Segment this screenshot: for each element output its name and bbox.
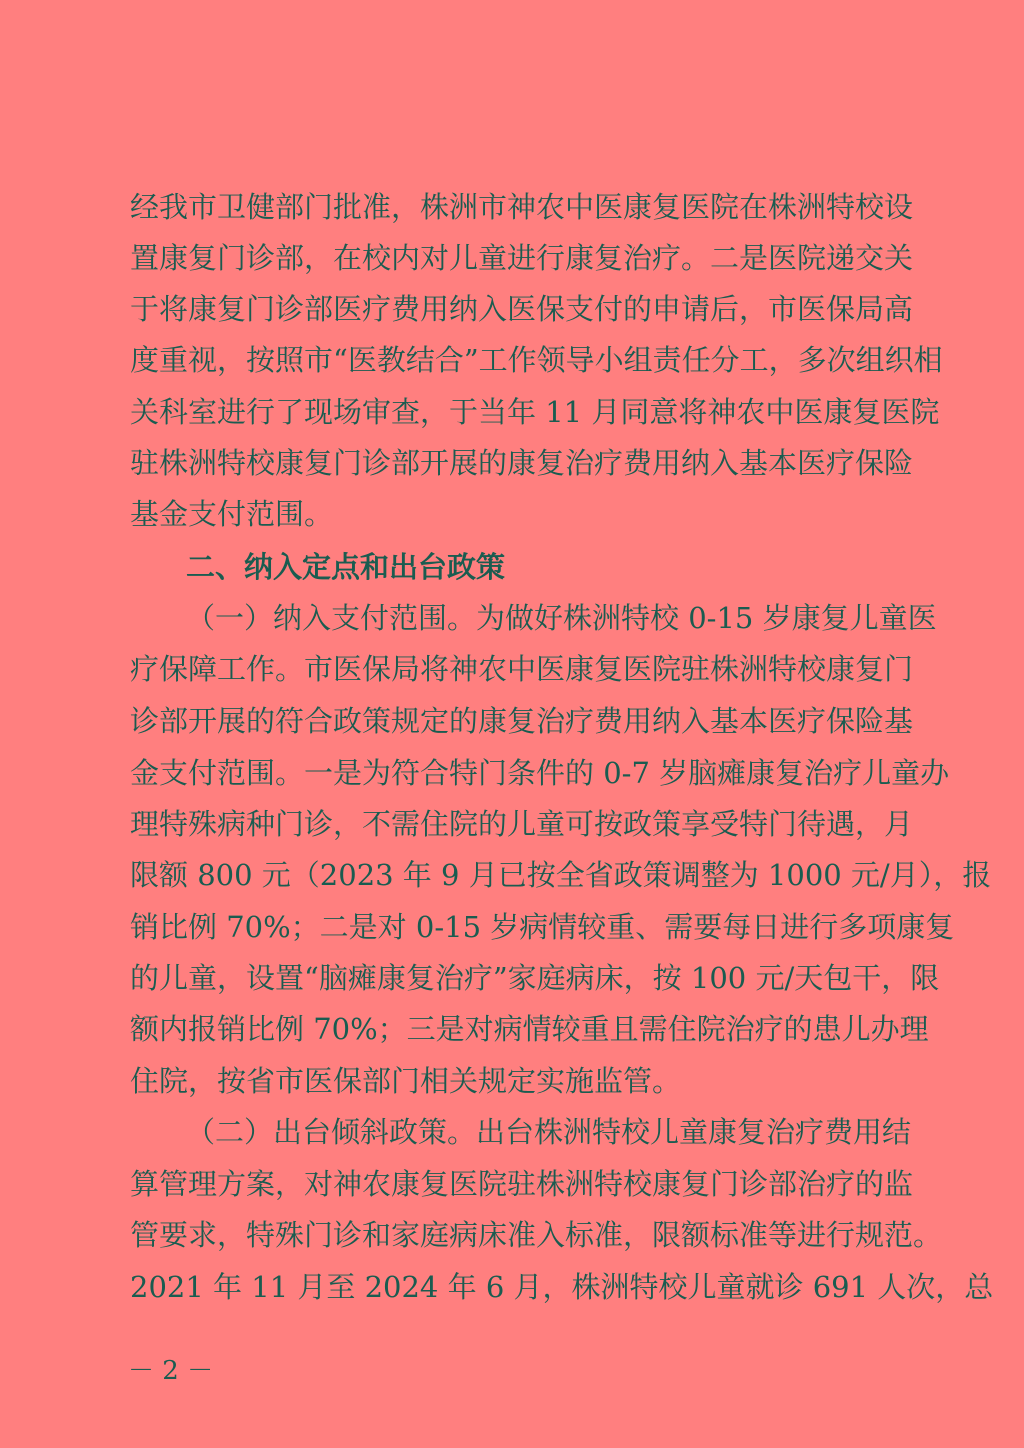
text-line: 的儿童，设置“脑瘫康复治疗”家庭病床，按 100 元/天包干，限 <box>130 961 940 995</box>
text-line: 度重视，按照市“医教结合”工作领导小组责任分工，多次组织相 <box>130 343 943 377</box>
text-line: 销比例 70%；二是对 0-15 岁病情较重、需要每日进行多项康复 <box>130 910 955 944</box>
text-line: 算管理方案，对神农康复医院驻株洲特校康复门诊部治疗的监 <box>130 1167 914 1201</box>
text-line: 限额 800 元（2023 年 9 月已按全省政策调整为 1000 元/月），报 <box>130 858 992 892</box>
paragraph-first-line: （二）出台倾斜政策。出台株洲特校儿童康复治疗费用结 <box>186 1115 912 1149</box>
text-line: 管要求，特殊门诊和家庭病床准入标准，限额标准等进行规范。 <box>130 1218 943 1252</box>
text-line: 住院，按省市医保部门相关规定实施监管。 <box>130 1064 682 1098</box>
text-line: 经我市卫健部门批准，株洲市神农中医康复医院在株洲特校设 <box>130 190 914 224</box>
text-line: 诊部开展的符合政策规定的康复治疗费用纳入基本医疗保险基 <box>130 704 914 738</box>
page-number: － 2 － <box>128 1356 214 1386</box>
text-line: 疗保障工作。市医保局将神农中医康复医院驻株洲特校康复门 <box>130 652 914 686</box>
section-heading: 二、纳入定点和出台政策 <box>186 550 506 584</box>
text-line: 金支付范围。一是为符合特门条件的 0-7 岁脑瘫康复治疗儿童办 <box>130 756 950 790</box>
text-line: 理特殊病种门诊，不需住院的儿童可按政策享受特门待遇，月 <box>130 807 914 841</box>
text-line: 额内报销比例 70%；三是对病情较重且需住院治疗的患儿办理 <box>130 1012 929 1046</box>
paragraph-first-line: （一）纳入支付范围。为做好株洲特校 0-15 岁康复儿童医 <box>186 601 937 635</box>
text-line: 驻株洲特校康复门诊部开展的康复治疗费用纳入基本医疗保险 <box>130 446 914 480</box>
text-line: 基金支付范围。 <box>130 497 334 531</box>
text-line: 关科室进行了现场审查，于当年 11 月同意将神农中医康复医院 <box>130 395 940 429</box>
text-line: 2021 年 11 月至 2024 年 6 月，株洲特校儿童就诊 691 人次，总 <box>130 1270 994 1304</box>
text-line: 置康复门诊部，在校内对儿童进行康复治疗。二是医院递交关 <box>130 241 914 275</box>
text-line: 于将康复门诊部医疗费用纳入医保支付的申请后，市医保局高 <box>130 292 914 326</box>
